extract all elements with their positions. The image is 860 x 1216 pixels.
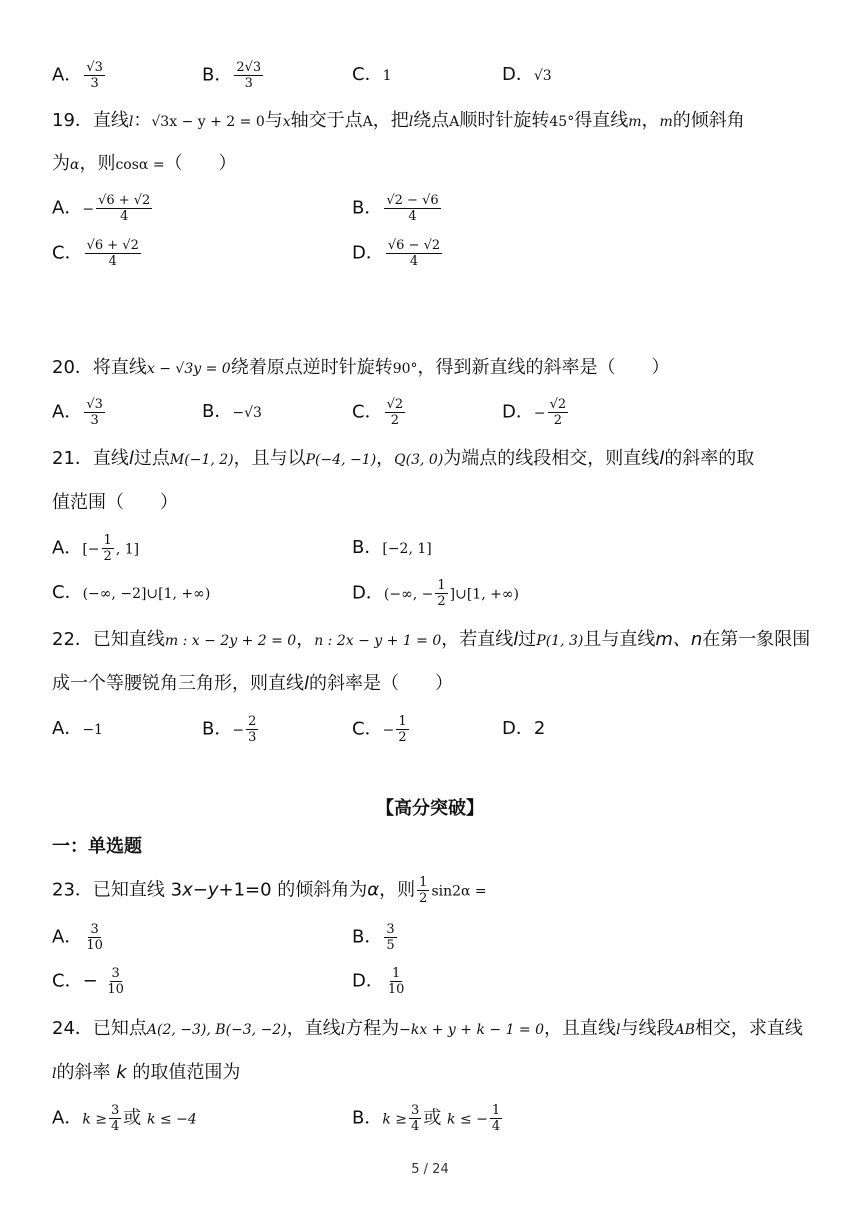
q18-option-a: A． $\frac{√3}{3}$	[52, 60, 103, 91]
fraction: $\frac{√2}{2}$	[386, 397, 404, 428]
q24-stem-line1: 24．已知点A(2, −3), B(−3, −2)，直线l方程为−kx + y + k − 1 = 0，且直线l与线段AB相交，求直线	[52, 1018, 803, 1039]
section-title: 一：单选题	[52, 836, 142, 857]
fraction: $\frac{√6 + √2}{4}$	[98, 193, 151, 224]
fraction: $\frac{1}{2}$	[398, 714, 407, 745]
fraction: $\frac{1}{4}$	[491, 1103, 501, 1134]
q21-option-b: B．[−2, 1]	[352, 537, 432, 558]
section-heading: 【高分突破】	[376, 798, 484, 819]
q22-option-a: A．−1	[52, 718, 103, 739]
fraction: $\frac{3}{4}$	[411, 1103, 420, 1134]
fraction: $\frac{3}{5}$	[386, 922, 395, 953]
fraction: $\frac{√2}{2}$	[549, 397, 567, 428]
q21-option-a: A．[− $\frac{1}{2}$ , 1]	[52, 533, 140, 564]
q18-option-b: B． $\frac{2√3}{3}$	[202, 60, 262, 91]
q23-stem: 23．已知直线 3x−y+1=0 的倾斜角为α，则 $\frac{1}{2}$ sin2α =	[52, 875, 487, 906]
q22-option-b: B．− $\frac{2}{3}$	[202, 714, 257, 745]
fraction: $\frac{2√3}{3}$	[236, 60, 262, 91]
q22-stem-line2: 成一个等腰锐角三角形，则直线l的斜率是（ ）	[52, 673, 454, 694]
fraction: $\frac{1}{2}$	[103, 533, 112, 564]
fraction: $\frac{1}{2}$	[437, 578, 446, 609]
fraction: $\frac{1}{2}$	[419, 875, 428, 906]
q23-option-a: A． $\frac{3}{10}$	[52, 922, 103, 953]
page-number: 5 / 24	[411, 1162, 449, 1177]
fraction: $\frac{3}{10}$	[86, 922, 103, 953]
q21-option-d: D．(−∞, − $\frac{1}{2}$ ]∪[1, +∞)	[352, 578, 519, 609]
q22-option-d: D．2	[502, 718, 546, 739]
q19-option-c: C． $\frac{√6 + √2}{4}$	[52, 238, 139, 269]
q18-option-c: C．1	[352, 64, 392, 85]
q20-stem: 20．将直线x − √3y = 0绕着原点逆时针旋转90°，得到新直线的斜率是（ ）	[52, 357, 670, 378]
q24-option-a: A．k ≥ $\frac{3}{4}$ 或 k ≤ −4	[52, 1103, 197, 1134]
q21-option-c: C．(−∞, −2]∪[1, +∞)	[52, 582, 211, 603]
q24-option-b: B．k ≥ $\frac{3}{4}$ 或 k ≤ − $\frac{1}{4}$	[352, 1103, 501, 1134]
q24-stem-line2: l的斜率 k 的取值范围为	[52, 1062, 241, 1083]
q23-option-c: C．− $\frac{3}{10}$	[52, 966, 124, 997]
q20-option-a: A． $\frac{√3}{3}$	[52, 397, 103, 428]
q19-option-d: D． $\frac{√6 - √2}{4}$	[352, 238, 441, 269]
fraction: $\frac{√6 + √2}{4}$	[86, 238, 139, 269]
q22-stem-line1: 22．已知直线m : x − 2y + 2 = 0，n : 2x − y + 1 = 0，若直线l过P(1, 3)且与直线m、n在第一象限围	[52, 629, 811, 650]
q19-stem-line1: 19．直线l：√3x − y + 2 = 0与x轴交于点A，把l绕点A顺时针旋转45°得直线m，m的倾斜角	[52, 110, 745, 131]
q19-stem-line2: 为α，则cosα =（ ）	[52, 153, 237, 174]
q18-option-d: D．√3	[502, 64, 552, 85]
fraction: $\frac{1}{10}$	[387, 966, 405, 997]
fraction: $\frac{√6 - √2}{4}$	[387, 238, 441, 269]
fraction: $\frac{3}{4}$	[111, 1103, 120, 1134]
q20-option-c: C． $\frac{√2}{2}$	[352, 397, 404, 428]
q22-option-c: C．− $\frac{1}{2}$	[352, 714, 407, 745]
q19-option-a: A．− $\frac{√6 + √2}{4}$	[52, 193, 151, 224]
q21-stem-line1: 21．直线l过点M(−1, 2)，且与以P(−4, −1)，Q(3, 0)为端点的线段相交，则直线l的斜率的取	[52, 448, 755, 469]
q20-option-d: D．− $\frac{√2}{2}$	[502, 397, 567, 428]
fraction: $\frac{2}{3}$	[248, 714, 257, 745]
fraction: $\frac{√3}{3}$	[86, 60, 103, 91]
q23-option-d: D． $\frac{1}{10}$	[352, 966, 405, 997]
q23-option-b: B． $\frac{3}{5}$	[352, 922, 395, 953]
fraction: $\frac{√3}{3}$	[86, 397, 103, 428]
q20-option-b: B．−√3	[202, 401, 262, 422]
q21-stem-line2: 值范围（ ）	[52, 492, 178, 513]
q19-option-b: B． $\frac{√2 - √6}{4}$	[352, 193, 439, 224]
fraction: $\frac{3}{10}$	[107, 966, 124, 997]
fraction: $\frac{√2 - √6}{4}$	[386, 193, 439, 224]
